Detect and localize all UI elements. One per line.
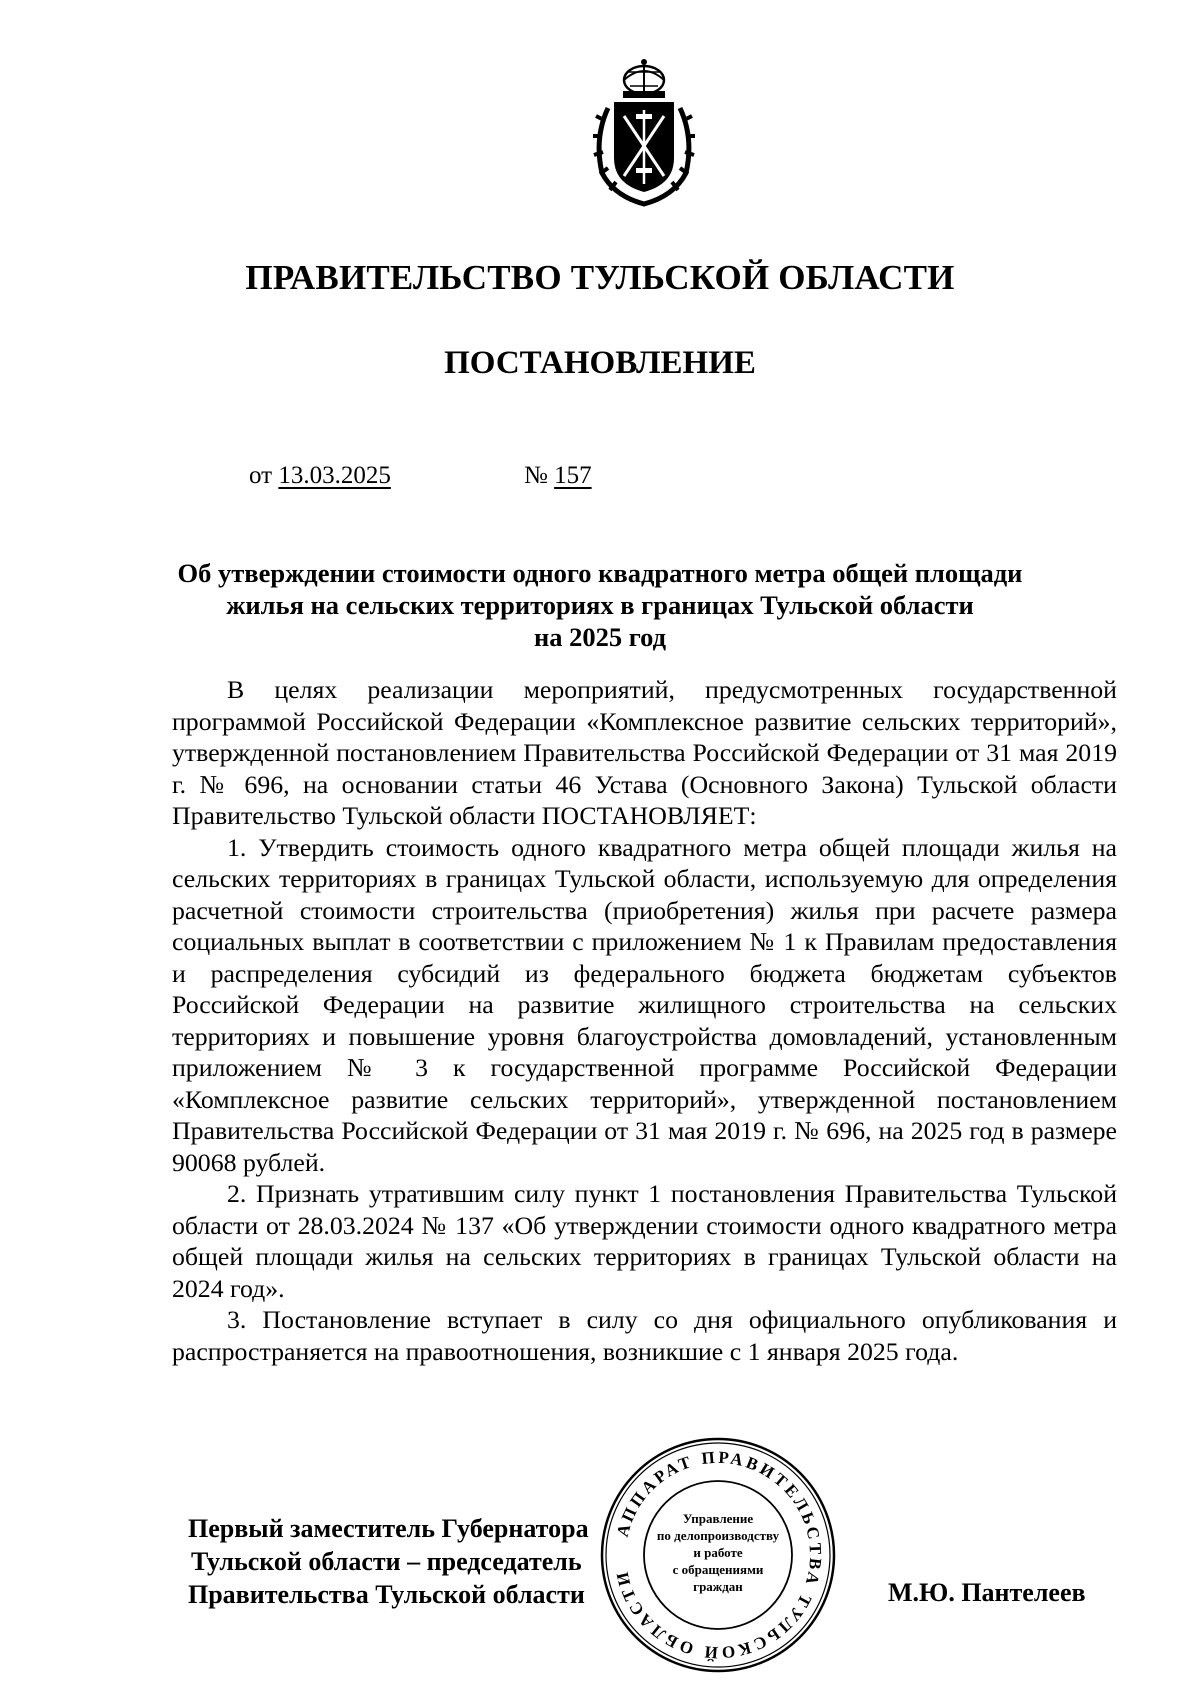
document-body	[172, 674, 1117, 1367]
stamp-ring-text: АППАРАТ ПРАВИТЕЛЬСТВА ТУЛЬСКОЙ ОБЛАСТИ	[611, 1447, 826, 1663]
signatory-title-line: Первый заместитель Губернатора	[188, 1514, 589, 1543]
document-date	[249, 462, 391, 490]
stamp-center-line: по делопроизводству	[656, 1528, 780, 1543]
stamp-center-line: Управление	[682, 1511, 754, 1526]
number-prefix: №	[524, 462, 548, 489]
signatory-title-line: Правительства Тульской области	[188, 1580, 585, 1609]
subject-line: на 2025 год	[533, 622, 667, 652]
official-stamp	[598, 1435, 838, 1675]
organization-title: ПРАВИТЕЛЬСТВО ТУЛЬСКОЙ ОБЛАСТИ	[245, 258, 955, 297]
clause-2-paragraph: 2. Признать утратившим силу пункт 1 постановления Правительства Тульской области от 28.03.2024 № 137 «Об утверждении стоимости одного квадратного метра общей площади жилья на сельских территориях в границах Тульской области на 2024 год».	[172, 1179, 1117, 1303]
subject-line: жилья на сельских территориях в границах Тульской области	[226, 590, 974, 620]
date-value: 13.03.2025	[278, 462, 391, 489]
subject-line: Об утверждении стоимости одного квадратного метра общей площади	[177, 558, 1023, 588]
number-value: 157	[554, 462, 592, 489]
document-number	[524, 462, 592, 490]
stamp-center-line: и работе	[693, 1545, 743, 1560]
document-subject	[150, 557, 1050, 653]
stamp-center-line: граждан	[693, 1579, 743, 1594]
coat-of-arms-emblem	[590, 58, 698, 208]
clause-1-paragraph: 1. Утвердить стоимость одного квадратного метра общей площади жилья на сельских территориях в границах Тульской области, используемую для определения расчетной стоимости строительства (приобретения) жилья при расчете размера социальных выплат в соответствии с приложением № 1 к Правилам предоставления и распределения субсидий из федерального бюджета бюджетам субъектов Российской Федерации на развитие жилищного строительства на сельских территориях и повышение уровня благоустройства домовладений, установленным приложением № 3 к государственной программе Российской Федерации «Комплексное развитие сельских территорий», утвержденной постановлением Правительства Российской Федерации от 31 мая 2019 г. № 696, на 2025 год в размере 90068 рублей.	[172, 832, 1117, 1177]
stamp-center-line: с обращениями	[672, 1562, 764, 1577]
preamble-paragraph: В целях реализации мероприятий, предусмотренных государственной программой Российской Федерации «Комплексное развитие сельских территорий», утвержденной постановлением Правительства Российской Федерации от 31 мая 2019 г. № 696, на основании статьи 46 Устава (Основного Закона) Тульской области Правительство Тульской области ПОСТАНОВЛЯЕТ:	[172, 675, 1117, 830]
signatory-title	[188, 1512, 589, 1611]
document-type: ПОСТАНОВЛЕНИЕ	[444, 345, 756, 381]
date-prefix: от	[249, 462, 273, 489]
signatory-name: М.Ю. Пантелеев	[888, 1578, 1086, 1607]
signatory-title-line: Тульской области – председатель	[191, 1547, 582, 1576]
clause-3-paragraph: 3. Постановление вступает в силу со дня официального опубликования и распространяется на правоотношения, возникшие с 1 января 2025 года.	[172, 1305, 1117, 1366]
